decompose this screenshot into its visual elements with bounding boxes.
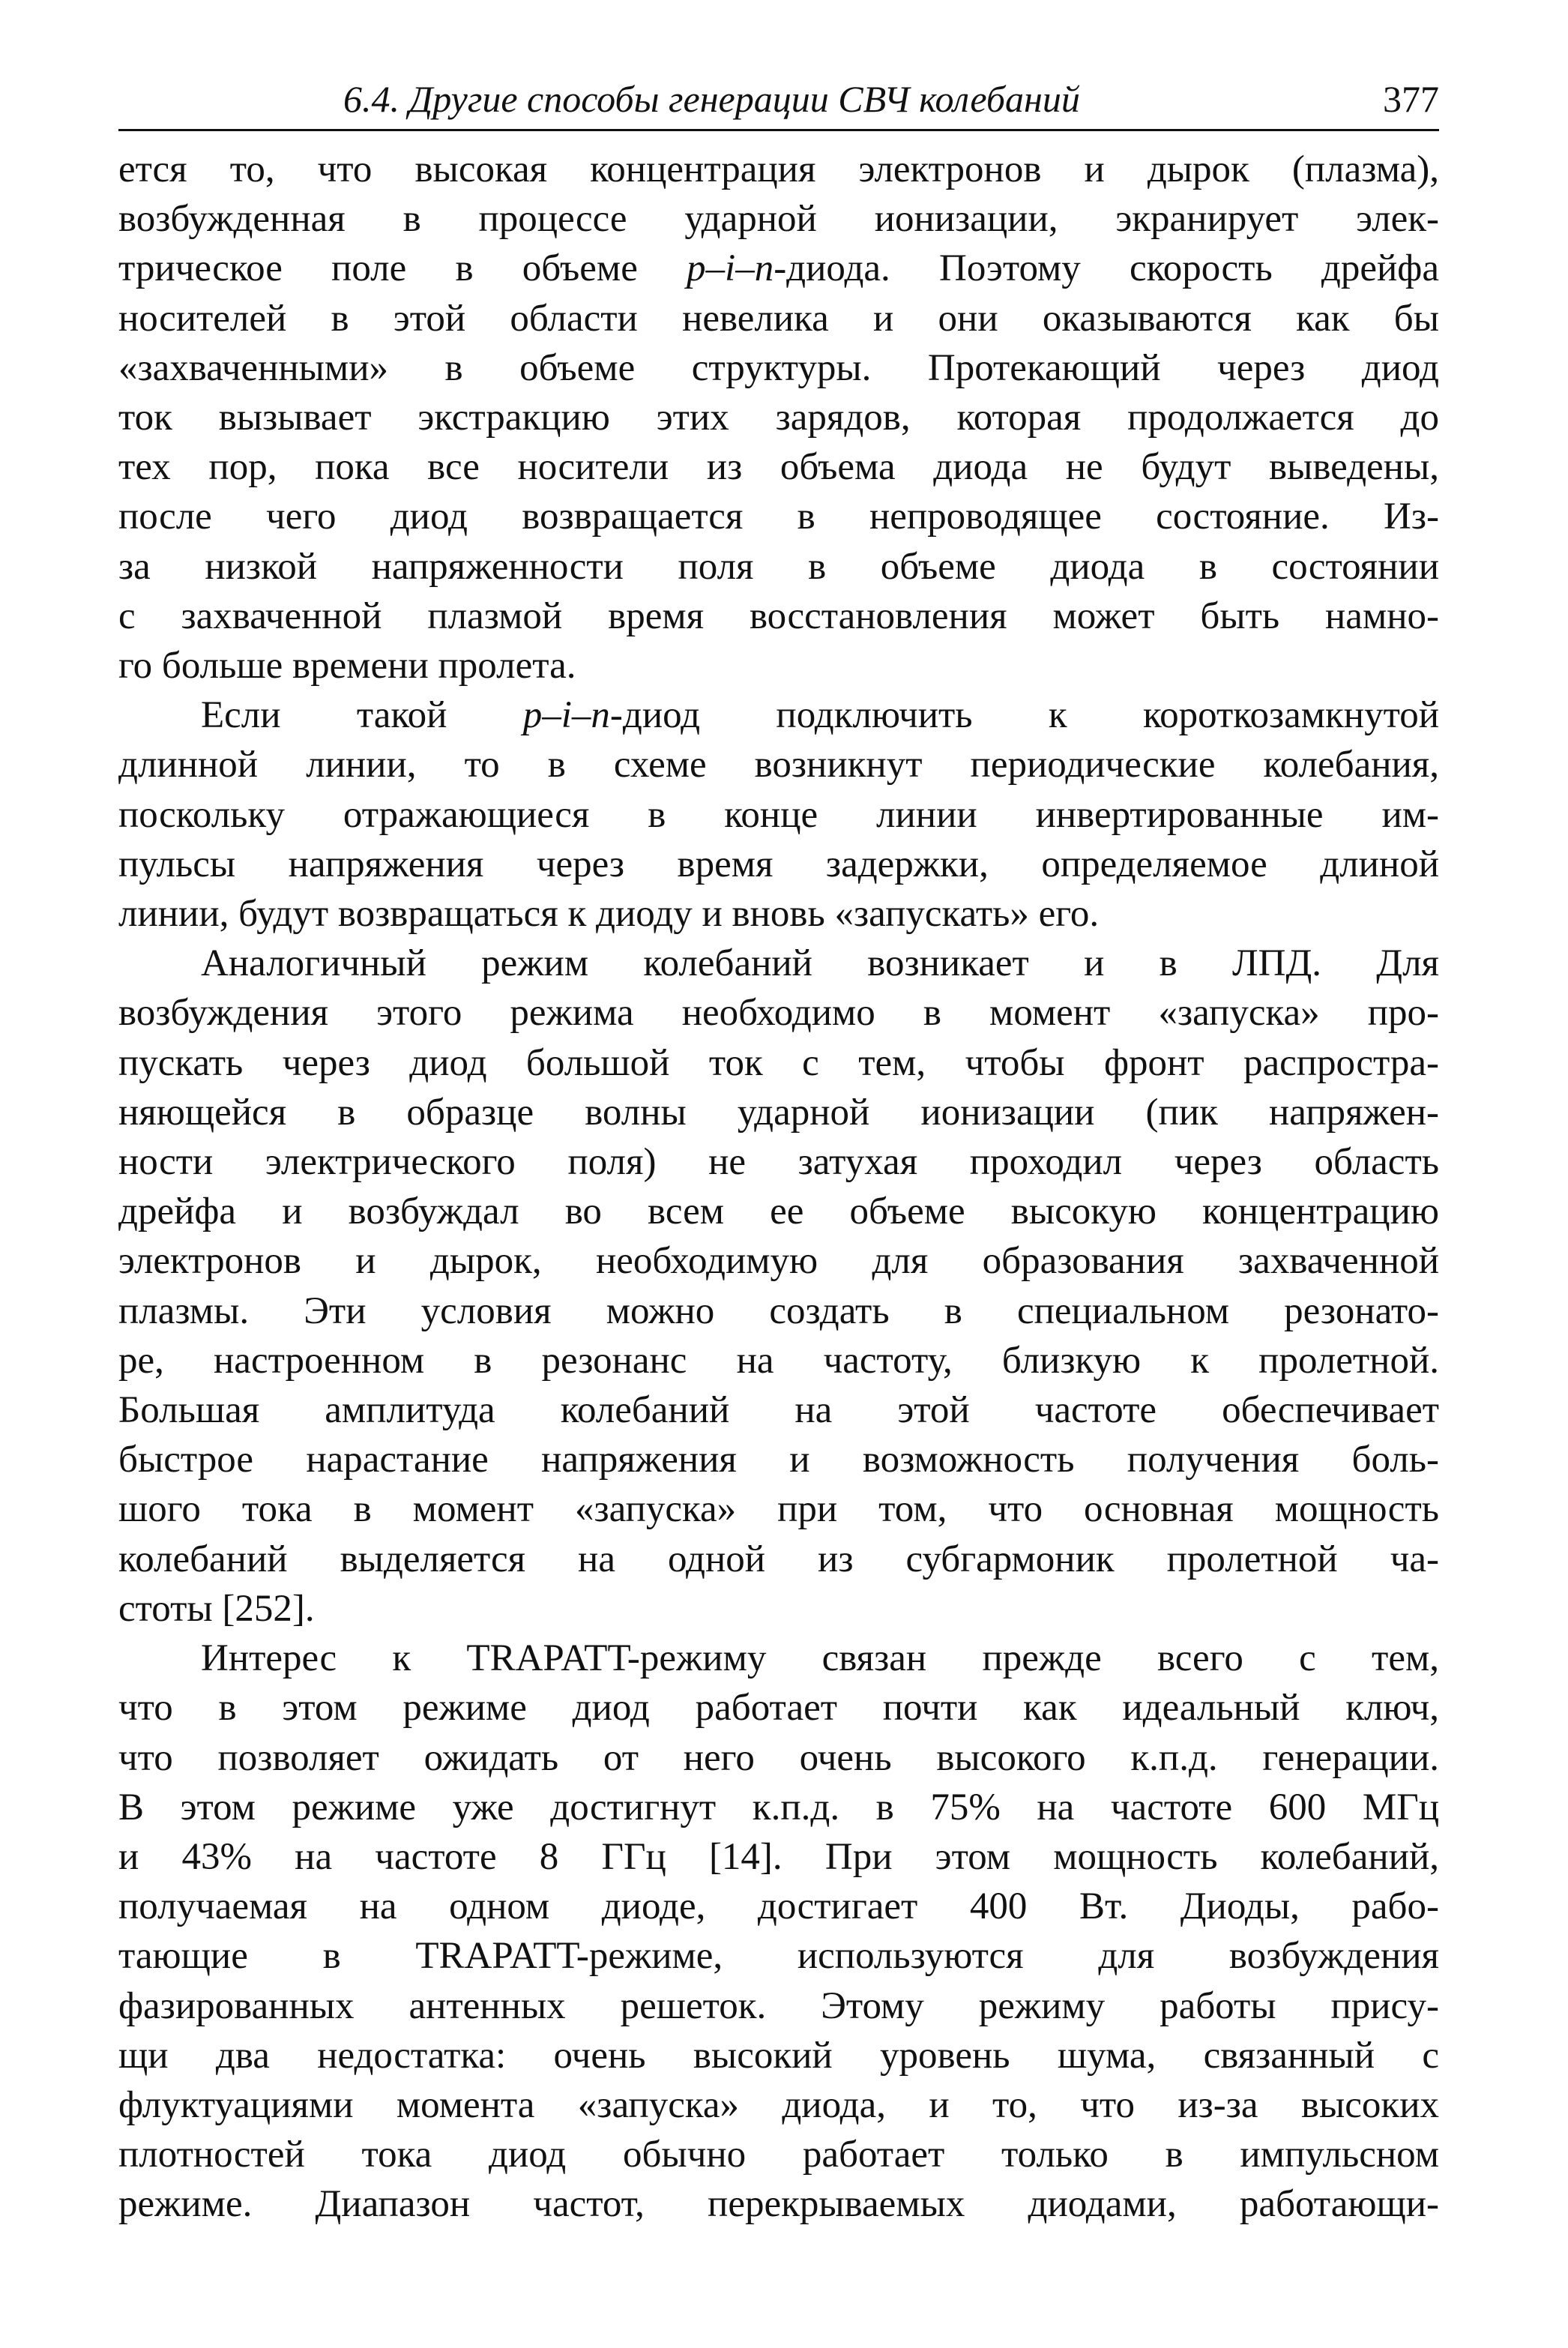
text-line: носителей в этой области невелика и они оказываются как бы bbox=[118, 297, 1439, 340]
text-line: тех пор, пока все носители из объема диода не будут выведены, bbox=[118, 446, 1439, 489]
text-line: плотностей тока диод обычно работает только в импульсном bbox=[118, 2134, 1439, 2176]
math-variable: p–i–n bbox=[522, 694, 610, 737]
text-line: дрейфа и возбуждал во всем ее объеме высокую концентрацию bbox=[118, 1190, 1439, 1233]
text-line: линии, будут возвращаться к диоду и вновь «запускать» его. bbox=[118, 893, 1100, 936]
text-line: трическое поле в объеме p–i–n-диода. Поэтому скорость дрейфа bbox=[118, 247, 1439, 290]
running-title: 6.4. Другие способы генерации СВЧ колебаний bbox=[343, 78, 1080, 120]
math-variable: p–i–n bbox=[687, 247, 774, 290]
text-line: получаемая на одном диоде, достигает 400 Вт. Диоды, рабо- bbox=[118, 1885, 1439, 1928]
text-line: флуктуациями момента «запуска» диода, и то, что из-за высоких bbox=[118, 2083, 1439, 2126]
text-line: го больше времени пролета. bbox=[118, 645, 576, 687]
paragraph-3 bbox=[118, 939, 1439, 1634]
text-line: ре, настроенном в резонанс на частоту, близкую к пролетной. bbox=[118, 1339, 1439, 1382]
text-line: электронов и дырок, необходимую для образования захваченной bbox=[118, 1240, 1439, 1283]
text-line: няющейся в образце волны ударной ионизации (пик напряжен- bbox=[118, 1091, 1439, 1134]
text-line: Интерес к TRAPATT-режиму связан прежде всего с тем, bbox=[201, 1637, 1439, 1680]
running-header bbox=[118, 72, 1439, 131]
text-line: «захваченными» в объеме структуры. Протекающий через диод bbox=[118, 346, 1439, 389]
text-line: щи два недостатка: очень высокий уровень шума, связанный с bbox=[118, 2034, 1439, 2077]
text-line: возбуждения этого режима необходимо в момент «запуска» про- bbox=[118, 992, 1439, 1035]
text-line: режиме. Диапазон частот, перекрываемых диодами, работающи- bbox=[118, 2183, 1439, 2226]
text-line: стоты [252]. bbox=[118, 1587, 315, 1630]
text-line: ется то, что высокая концентрация электронов и дырок (плазма), bbox=[118, 148, 1439, 190]
text-line: быстрое нарастание напряжения и возможность получения боль- bbox=[118, 1439, 1439, 1481]
text-line: Если такой p–i–n-диод подключить к короткозамкнутой bbox=[201, 694, 1440, 737]
text-line: Аналогичный режим колебаний возникает и в ЛПД. Для bbox=[201, 942, 1439, 985]
text-line: шого тока в момент «запуска» при том, что основная мощность bbox=[118, 1488, 1439, 1531]
paragraph-4 bbox=[118, 1634, 1439, 2229]
body-text bbox=[118, 145, 1439, 2230]
text-line: длинной линии, то в схеме возникнут периодические колебания, bbox=[118, 744, 1439, 786]
text-line: тающие в TRAPATT-режиме, используются для возбуждения bbox=[118, 1935, 1439, 1978]
text-line: возбужденная в процессе ударной ионизации, экранирует элек- bbox=[118, 198, 1439, 241]
text-line: колебаний выделяется на одной из субгармоник пролетной ча- bbox=[118, 1538, 1439, 1580]
page-number: 377 bbox=[1383, 78, 1439, 120]
text-line: пульсы напряжения через время задержки, определяемое длиной bbox=[118, 843, 1439, 885]
text-line: ности электрического поля) не затухая проходил через область bbox=[118, 1141, 1439, 1184]
text-line: ток вызывает экстракцию этих зарядов, которая продолжается до bbox=[118, 397, 1439, 439]
text-line: поскольку отражающиеся в конце линии инвертированные им- bbox=[118, 793, 1439, 836]
text-line: и 43% на частоте 8 ГГц [14]. При этом мощность колебаний, bbox=[118, 1835, 1439, 1878]
text-line: что позволяет ожидать от него очень высокого к.п.д. генерации. bbox=[118, 1736, 1439, 1779]
text-line: после чего диод возвращается в непроводящее состояние. Из- bbox=[118, 496, 1439, 538]
text-line: плазмы. Эти условия можно создать в специальном резонато- bbox=[118, 1289, 1439, 1332]
book-page bbox=[118, 72, 1439, 2230]
paragraph-2 bbox=[118, 690, 1439, 939]
text-line: В этом режиме уже достигнут к.п.д. в 75% на частоте 600 МГц bbox=[118, 1786, 1439, 1828]
text-line: за низкой напряженности поля в объеме диода в состоянии bbox=[118, 545, 1439, 588]
text-line: с захваченной плазмой время восстановления может быть намно- bbox=[118, 594, 1439, 637]
text-line: фазированных антенных решеток. Этому режиму работы прису- bbox=[118, 1984, 1439, 2027]
text-line: что в этом режиме диод работает почти как идеальный ключ, bbox=[118, 1687, 1439, 1730]
paragraph-1 bbox=[118, 145, 1439, 690]
text-line: пускать через диод большой ток с тем, чтобы фронт распростра- bbox=[118, 1041, 1439, 1084]
text-line: Большая амплитуда колебаний на этой частоте обеспечивает bbox=[118, 1389, 1439, 1432]
